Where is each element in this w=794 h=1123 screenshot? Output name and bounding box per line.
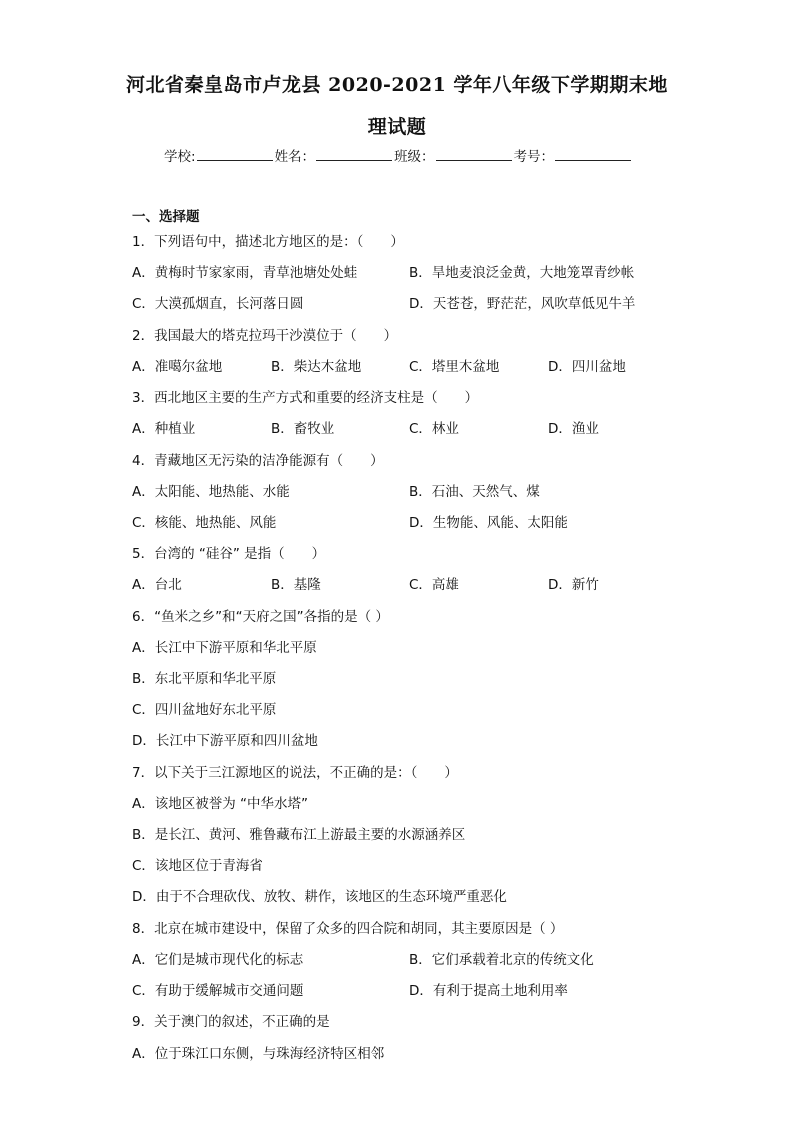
school-blank[interactable] xyxy=(197,147,273,161)
option-c: C．高雄 xyxy=(409,577,459,593)
option-a: A．位于珠江口东侧，与珠海经济特区相邻 xyxy=(132,1046,385,1062)
option-c: C．林业 xyxy=(409,421,459,437)
question-stem: 5．台湾的 “硅谷” 是指（ ） xyxy=(132,546,326,562)
option-c: C．大漠孤烟直，长河落日圆 xyxy=(132,296,304,312)
option-a: A．准噶尔盆地 xyxy=(132,359,223,375)
name-blank[interactable] xyxy=(316,147,392,161)
option-a: A．它们是城市现代化的标志 xyxy=(132,952,304,968)
option-b: B．基隆 xyxy=(271,577,321,593)
option-d: D．天苍苍，野茫茫，风吹草低见牛羊 xyxy=(409,296,636,312)
option-c: C．该地区位于青海省 xyxy=(132,858,263,874)
option-d: D．有利于提高土地利用率 xyxy=(409,983,568,999)
question-stem: 7．以下关于三江源地区的说法，不正确的是：（ ） xyxy=(132,765,458,781)
name-label: 姓名： xyxy=(274,149,316,165)
class-label: 班级： xyxy=(394,149,435,165)
option-b: B．它们承载着北京的传统文化 xyxy=(409,952,594,968)
option-d: D．新竹 xyxy=(548,577,599,593)
option-b: B．柴达木盆地 xyxy=(271,359,362,375)
question-stem: 4．青藏地区无污染的洁净能源有（ ） xyxy=(132,453,384,469)
exam-title-line1: 河北省秦皇岛市卢龙县 2020-2021 学年八年级下学期期末地 xyxy=(126,74,668,96)
school-label: 学校: xyxy=(164,149,196,165)
option-a: A．长江中下游平原和华北平原 xyxy=(132,640,317,656)
option-d: D．长江中下游平原和四川盆地 xyxy=(132,733,318,749)
question-stem: 9．关于澳门的叙述，不正确的是 xyxy=(132,1014,330,1030)
option-c: C．四川盆地好东北平原 xyxy=(132,702,277,718)
question-stem: 6．“鱼米之乡”和“天府之国”各指的是（ ） xyxy=(132,609,389,625)
question-stem: 3．西北地区主要的生产方式和重要的经济支柱是（ ） xyxy=(132,390,479,406)
question-stem: 2．我国最大的塔克拉玛干沙漠位于（ ） xyxy=(132,328,398,344)
option-b: B．东北平原和华北平原 xyxy=(132,671,277,687)
option-b: B．石油、天然气、煤 xyxy=(409,484,540,500)
section-title: 一、选择题 xyxy=(132,209,200,225)
option-d: D．由于不合理砍伐、放牧、耕作，该地区的生态环境严重恶化 xyxy=(132,889,507,905)
student-info-row xyxy=(164,145,633,165)
number-label: 考号： xyxy=(513,149,555,165)
option-a: A．太阳能、地热能、水能 xyxy=(132,484,290,500)
question-stem: 1．下列语句中，描述北方地区的是：（ ） xyxy=(132,234,404,250)
number-blank[interactable] xyxy=(555,147,631,161)
option-a: A．台北 xyxy=(132,577,182,593)
class-blank[interactable] xyxy=(436,147,512,161)
option-a: A．种植业 xyxy=(132,421,196,437)
question-stem: 8．北京在城市建设中，保留了众多的四合院和胡同，其主要原因是（ ） xyxy=(132,921,564,937)
option-d: D．渔业 xyxy=(548,421,599,437)
option-d: D．四川盆地 xyxy=(548,359,626,375)
option-a: A．该地区被誉为 “中华水塔” xyxy=(132,796,309,812)
option-b: B．旱地麦浪泛金黄，大地笼罩青纱帐 xyxy=(409,265,635,281)
exam-title-line2: 理试题 xyxy=(367,116,427,138)
option-b: B．是长江、黄河、雅鲁藏布江上游最主要的水源涵养区 xyxy=(132,827,466,843)
option-b: B．畜牧业 xyxy=(271,421,335,437)
option-c: C．核能、地热能、风能 xyxy=(132,515,277,531)
option-a: A．黄梅时节家家雨，青草池塘处处蛙 xyxy=(132,265,358,281)
option-d: D．生物能、风能、太阳能 xyxy=(409,515,568,531)
option-c: C．塔里木盆地 xyxy=(409,359,500,375)
option-c: C．有助于缓解城市交通问题 xyxy=(132,983,304,999)
